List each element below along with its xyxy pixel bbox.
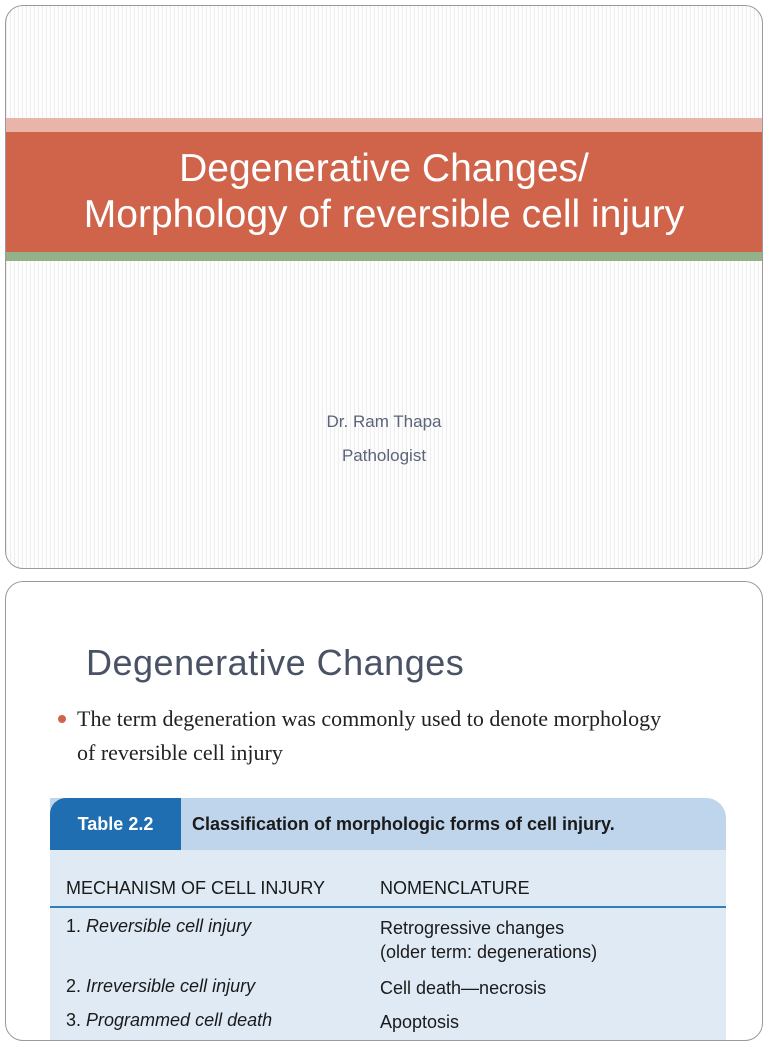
row-nomenclature-line-1: Retrogressive changes [380, 918, 565, 938]
author-role: Pathologist [341, 446, 427, 465]
row-number: 2. [66, 976, 82, 996]
content-slide [5, 581, 763, 1041]
classification-table [50, 798, 726, 1041]
slide-title-line-2: Morphology of reversible cell injury [83, 193, 685, 236]
table-number-tag: Table 2.2 [50, 798, 181, 850]
column-header-mechanism: MECHANISM OF CELL INJURY [66, 878, 326, 898]
title-slide [5, 5, 763, 569]
slide-heading: Degenerative Changes [86, 642, 465, 683]
row-number: 1. [66, 916, 82, 936]
row-nomenclature-line-2: (older term: degenerations) [380, 942, 598, 962]
author-name: Dr. Ram Thapa [326, 412, 442, 431]
table-header-bar [50, 798, 726, 850]
bullet-icon [58, 715, 66, 723]
slide-title-line-1: Degenerative Changes/ [179, 147, 589, 190]
table-title: Classification of morphologic forms of cell injury. [192, 813, 615, 834]
header-divider [50, 906, 726, 908]
row-mechanism: Reversible cell injury [86, 916, 252, 936]
row-mechanism: Programmed cell death [86, 1010, 273, 1030]
row-number: 3. [66, 1010, 82, 1030]
row-nomenclature-line-1: Apoptosis [380, 1012, 460, 1032]
title-band-bottom-stripe [6, 252, 762, 261]
row-nomenclature-line-1: Cell death—necrosis [380, 978, 547, 998]
bullet-text: The term degeneration was commonly used to denote morphology of reversible cell injury [77, 706, 662, 765]
title-band-top-stripe [6, 118, 762, 132]
column-header-nomenclature: NOMENCLATURE [380, 878, 530, 898]
row-mechanism: Irreversible cell injury [86, 976, 256, 996]
slide-title [6, 132, 762, 252]
